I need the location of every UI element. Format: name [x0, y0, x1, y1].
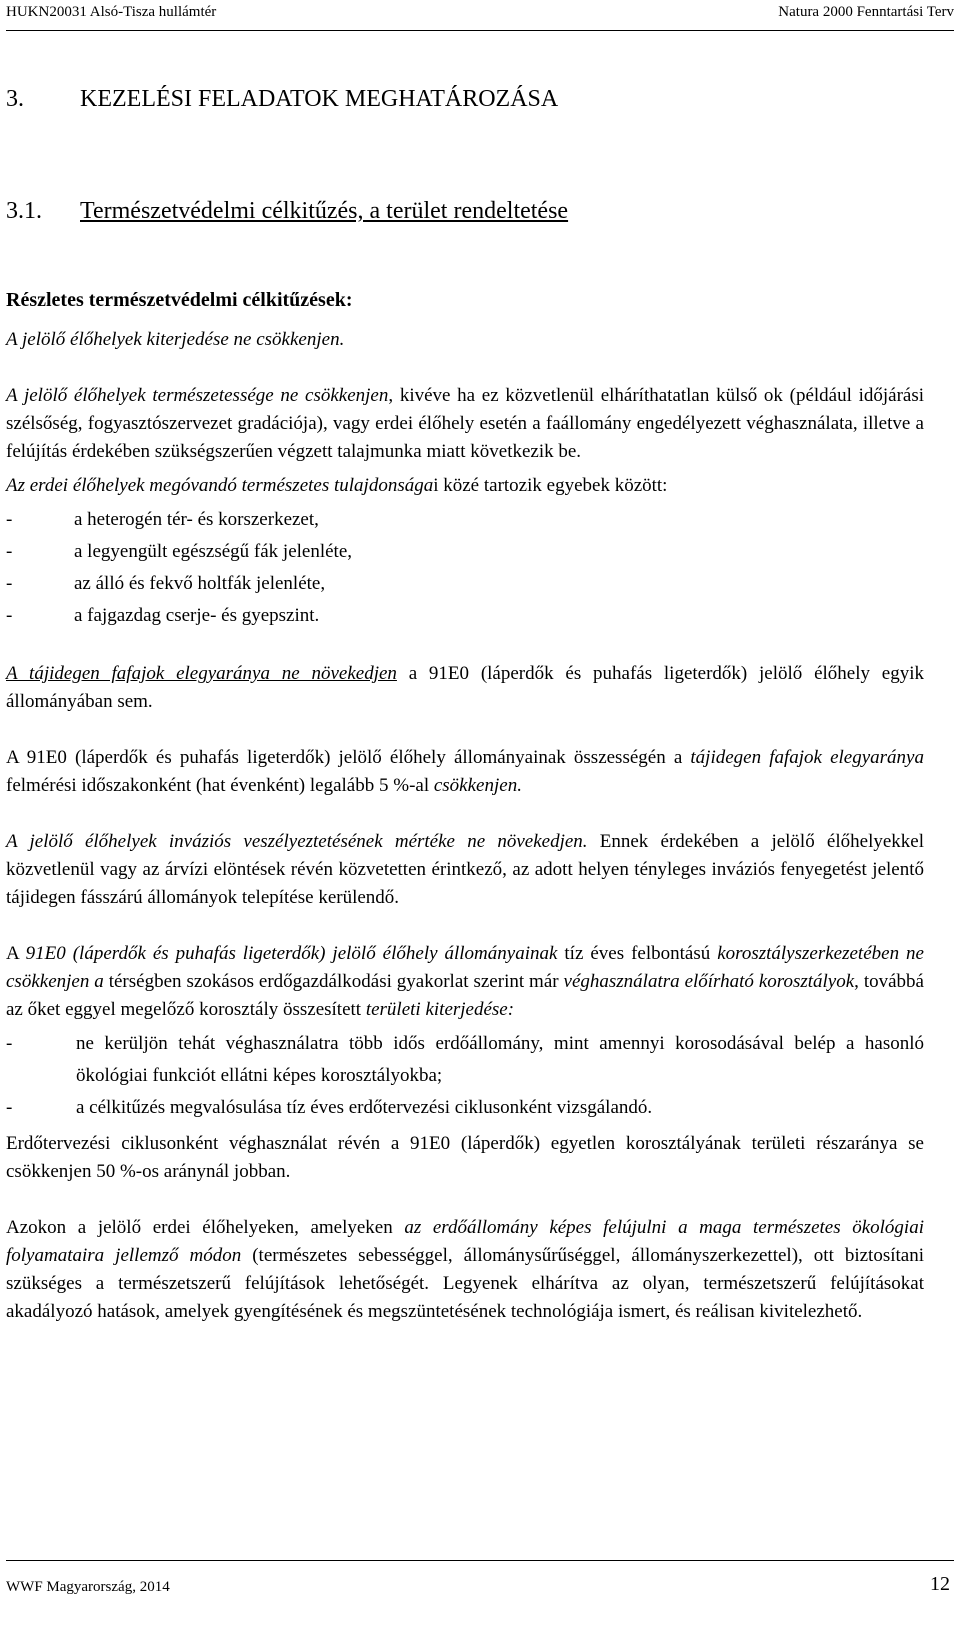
- subsection-number: 3.1.: [6, 198, 42, 224]
- section-title: KEZELÉSI FELADATOK MEGHATÁROZÁSA: [80, 86, 559, 112]
- paragraph-9: Azokon a jelölő erdei élőhelyeken, amelyeken az erdőállomány képes felújulni a maga természetes ökológiai folyamataira jellemző módon (természetes sebességgel, állománysűrűséggel, állományszerkezettel), ott biztosítani szükséges a természetszerű felújítások lehetőségét. Legyenek elhárítva az olyan, természetszerű felújításokat akadályozó hatások, amelyek gyengítésének és megszüntetésének technológiája ismert, és reálisan kivitelezhető.: [6, 1217, 925, 1322]
- list-item: - a legyengült egészségű fák jelenléte,: [6, 541, 353, 562]
- paragraph-8: Erdőtervezési ciklusonként véghasználat révén a 91E0 (láperdők) egyetlen korosztályának területi részaránya se csökkenjen 50 %-os aránynál jobban.: [6, 1133, 924, 1182]
- footer-publisher: WWF Magyarország, 2014: [6, 1579, 170, 1595]
- list-item: - a heterogén tér- és korszerkezet,: [6, 509, 319, 530]
- paragraph-1: A jelölő élőhelyek kiterjedése ne csökkenjen.: [6, 329, 345, 350]
- paragraph-2-rest: , kivéve ha ez közvetlenül elháríthatatlan külső ok (például időjárási szélsőség, fogyasztószervezet gradációja), vagy erdei élőhely esetén a faállomány engedélyezett véghasználata, illetve a felújítás érdekében szükségszerűen végzett talajmunka miatt következik be.: [6, 385, 925, 462]
- detail-heading: Részletes természetvédelmi célkitűzések:: [6, 289, 353, 311]
- document-body: [6, 286, 924, 1326]
- paragraph-3: [6, 472, 924, 500]
- section-number: 3.: [6, 86, 24, 112]
- list-item: - a célkitűzés megvalósulása tíz éves erdőtervezési ciklusonként vizsgálandó.: [6, 1097, 653, 1118]
- section-heading: [6, 84, 558, 114]
- paragraph-3-italic: Az erdei élőhelyek megóvandó természetes tulajdonsága: [6, 475, 434, 496]
- paragraph-4-rest: a 91E0 (láperdők és puhafás ligeterdők) jelölő élőhely egyik állományában sem.: [6, 663, 924, 712]
- header-left-text: HUKN20031 Alsó-Tisza hullámtér: [6, 4, 217, 20]
- header-right-text: Natura 2000 Fenntartási Terv: [778, 4, 954, 20]
- paragraph-4: [6, 660, 924, 716]
- paragraph-6-rest: Ennek érdekében a jelölő élőhelyekkel közvetlenül vagy az árvízi elöntések révén közvetetten érintkező, az adott helyen tényleges inváziós fenyegetést jelentő tájidegen fásszárú állományok telepítése kerülendő.: [6, 831, 924, 908]
- page-header: [6, 0, 954, 31]
- paragraph-7: A 91E0 (láperdők és puhafás ligeterdők) jelölő élőhely állományainak tíz éves felbontású korosztályszerkezetében ne csökkenjen a térségben szokásos erdőgazdálkodási gyakorlat szerint már véghasználatra előírható korosztályok, továbbá az őket eggyel megelőző korosztály összesített területi kiterjedése:: [6, 943, 924, 1020]
- list-item: - az álló és fekvő holtfák jelenléte,: [6, 573, 326, 594]
- paragraph-6: [6, 828, 924, 912]
- list-item: - ne kerüljön tehát véghasználatra több idős erdőállomány, mint amennyi korosodásával belép a hasonló ökológiai funkciót ellátni képes korosztályokba;: [6, 1033, 924, 1086]
- age-class-list: [6, 1028, 924, 1124]
- paragraph-3-rest: i közé tartozik egyebek között:: [433, 475, 668, 496]
- habitat-properties-list: [6, 504, 924, 632]
- paragraph-5: A 91E0 (láperdők és puhafás ligeterdők) jelölő élőhely állományainak összességén a tájidegen fafajok elegyaránya felmérési időszakonként (hat évenként) legalább 5 %-al csökkenjen.: [6, 747, 924, 796]
- paragraph-4-italic: A tájidegen fafajok elegyaránya ne növekedjen: [6, 663, 397, 684]
- page-footer: [6, 1560, 954, 1601]
- paragraph-2-italic: A jelölő élőhelyek természetessége ne csökkenjen: [6, 385, 389, 406]
- page-number: 12: [930, 1573, 950, 1595]
- paragraph-2: [6, 382, 924, 466]
- subsection-title: Természetvédelmi célkitűzés, a terület rendeltetése: [80, 198, 569, 224]
- subsection-heading: [6, 196, 568, 226]
- paragraph-6-italic: A jelölő élőhelyek inváziós veszélyeztetésének mértéke ne növekedjen.: [6, 831, 588, 852]
- list-item: - a fajgazdag cserje- és gyepszint.: [6, 605, 320, 626]
